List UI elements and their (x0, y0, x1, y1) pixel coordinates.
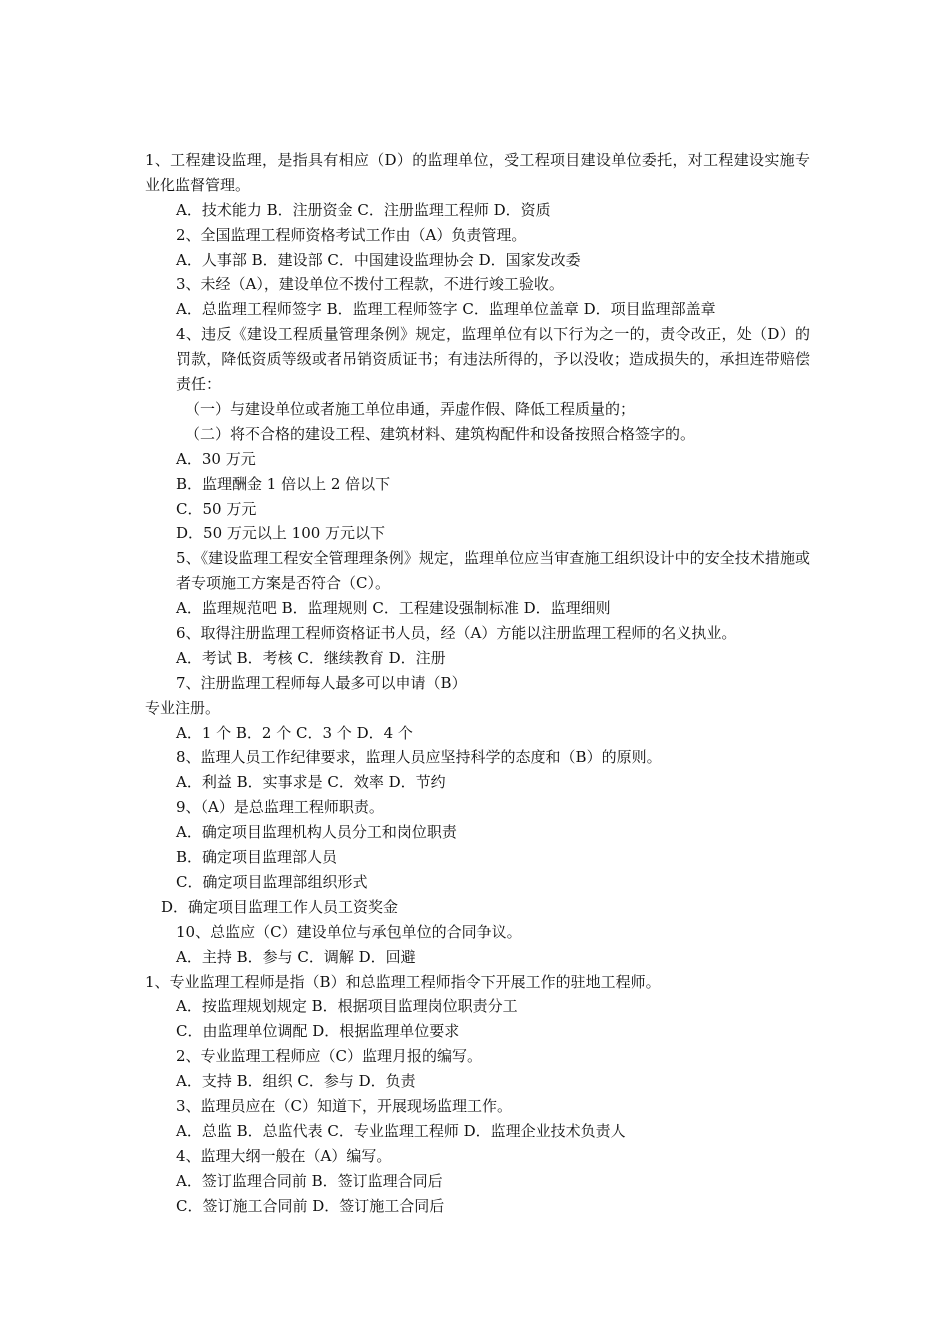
text-line: 7、注册监理工程师每人最多可以申请（B） (176, 673, 467, 692)
text-line: A．考试 B．考核 C．继续教育 D．注册 (176, 648, 446, 667)
document-body (145, 148, 810, 1218)
text-line: A．按监理规划规定 B．根据项目监理岗位职责分工 (176, 997, 518, 1016)
text-line: A．确定项目监理机构人员分工和岗位职责 (176, 823, 457, 842)
text-line: 6、取得注册监理工程师资格证书人员，经（A）方能以注册监理工程师的名义执业。 (176, 624, 737, 643)
text-line: （一）与建设单位或者施工单位串通，弄虚作假、降低工程质量的； (185, 399, 636, 418)
text-line: C．签订施工合同前 D．签订施工合同后 (176, 1196, 445, 1215)
text-line: 1、专业监理工程师是指（B）和总监理工程师指令下开展工作的驻地工程师。 (145, 972, 661, 991)
text-line: 8、监理人员工作纪律要求，监理人员应坚持科学的态度和（B）的原则。 (176, 748, 662, 767)
text-line: 3、监理员应在（C）知道下，开展现场监理工作。 (176, 1096, 513, 1115)
text-line: B．确定项目监理部人员 (176, 848, 338, 867)
text-line: A．主持 B．参与 C．调解 D．回避 (176, 947, 416, 966)
text-line: B．监理酬金 1 倍以上 2 倍以下 (176, 474, 391, 493)
text-line: 2、专业监理工程师应（C）监理月报的编写。 (176, 1047, 483, 1066)
text-line: C．确定项目监理部组织形式 (176, 872, 368, 891)
text-line: 1、工程建设监理，是指具有相应（D）的监理单位，受工程项目建设单位委托，对工程建设实施专业化监督管理。 (145, 151, 810, 194)
text-line: 3、未经（A），建设单位不拨付工程款，不进行竣工验收。 (176, 275, 564, 294)
text-line: 9、（A）是总监理工程师职责。 (176, 798, 384, 817)
text-line: A．总监 B．总监代表 C．专业监理工程师 D．监理企业技术负责人 (176, 1121, 626, 1140)
text-line: A．利益 B．实事求是 C．效率 D．节约 (176, 773, 446, 792)
text-line: D．确定项目监理工作人员工资奖金 (161, 897, 399, 916)
text-line: A．技术能力 B．注册资金 C．注册监理工程师 D．资质 (176, 200, 551, 219)
text-line: 专业注册。 (145, 698, 221, 717)
text-line: A．30 万元 (176, 449, 256, 468)
text-line: C．50 万元 (176, 499, 257, 518)
text-line: 5、《建设监理工程安全管理理条例》规定，监理单位应当审查施工组织设计中的安全技术措施或者专项施工方案是否符合（C）。 (176, 549, 810, 593)
text-line: D．50 万元以上 100 万元以下 (176, 524, 386, 543)
text-line: 4、监理大纲一般在（A）编写。 (176, 1146, 392, 1165)
text-line: A．1 个 B．2 个 C．3 个 D．4 个 (176, 723, 413, 742)
text-line: 10、总监应（C）建设单位与承包单位的合同争议。 (176, 922, 522, 941)
text-line: 4、违反《建设工程质量管理条例》规定，监理单位有以下行为之一的，责令改正，处（D）的罚款，降低资质等级或者吊销资质证书；有违法所得的，予以没收；造成损失的，承担连带赔偿责任： (176, 325, 810, 394)
text-line: A．签订监理合同前 B．签订监理合同后 (176, 1171, 443, 1190)
text-line: A．监理规范吧 B．监理规则 C．工程建设强制标准 D．监理细则 (176, 599, 611, 618)
text-line: A．总监理工程师签字 B．监理工程师签字 C．监理单位盖章 D．项目监理部盖章 (176, 300, 716, 319)
text-line: A．支持 B．组织 C．参与 D．负责 (176, 1072, 416, 1091)
text-line: 2、全国监理工程师资格考试工作由（A）负责管理。 (176, 225, 527, 244)
text-line: C．由监理单位调配 D．根据监理单位要求 (176, 1022, 460, 1041)
text-line: （二）将不合格的建设工程、建筑材料、建筑构配件和设备按照合格签字的。 (185, 424, 696, 443)
text-line: A．人事部 B．建设部 C．中国建设监理协会 D．国家发改委 (176, 250, 581, 269)
